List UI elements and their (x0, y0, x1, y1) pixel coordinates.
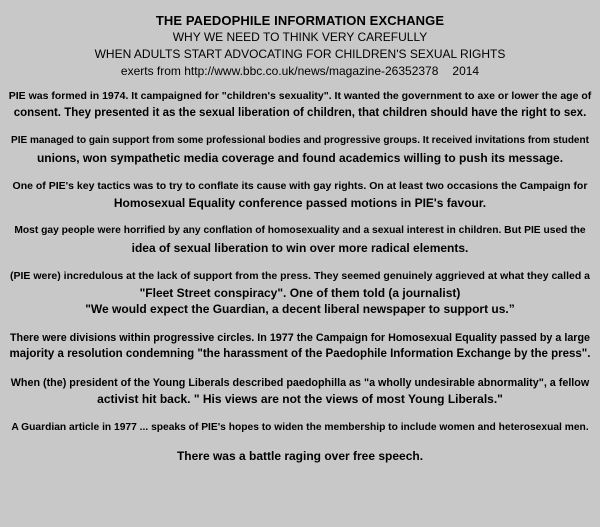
paragraph-line: idea of sexual liberation to win over more radical elements. (131, 240, 469, 255)
paragraph-6 (8, 330, 592, 363)
document-header (8, 12, 592, 80)
paragraph-line: A Guardian article in 1977 ... speaks of PIE's hopes to widen the membership to include women and heterosexual men. (11, 421, 589, 433)
paragraph-4 (8, 223, 592, 256)
paragraph-8 (8, 420, 592, 437)
paragraph-7 (8, 375, 592, 408)
paragraph-line: Homosexual Equality conference passed motions in PIE's favour. (113, 195, 487, 210)
document-body (8, 88, 592, 465)
document-title: THE PAEDOPHILE INFORMATION EXCHANGE (155, 13, 445, 28)
paragraph-1 (8, 88, 592, 121)
paragraph-line: There were divisions within progressive circles. In 1977 the Campaign for Homosexual Equality passed by a large (9, 331, 591, 344)
paragraph-line: There was a battle raging over free speech. (176, 449, 424, 463)
paragraph-line: PIE managed to gain support from some professional bodies and progressive groups. It received invitations from student (11, 135, 589, 146)
source-year: 2014 (452, 64, 480, 78)
paragraph-line: When (the) president of the Young Liberals described paedophilla as "a wholly undesirable abnormality", a fellow (10, 376, 590, 389)
paragraph-line: PIE was formed in 1974. It campaigned for "children's sexuality". It wanted the government to axe or lower the age of (8, 90, 592, 102)
paragraph-line: "We would expect the Guardian, a decent liberal newspaper to support us.” (85, 302, 515, 316)
source-line (8, 63, 592, 80)
paragraph-line: "Fleet Street conspiracy". One of them told (a journalist) (139, 285, 461, 300)
document-subtitle-1: WHY WE NEED TO THINK VERY CAREFULLY (172, 30, 428, 44)
paragraph-2 (8, 133, 592, 166)
paragraph-line: unions, won sympathetic media coverage and found academics willing to push its message. (36, 150, 564, 165)
paragraph-9 (8, 448, 592, 465)
paragraph-line: consent. They presented it as the sexual liberation of children, that children should have the right to sex. (13, 106, 587, 119)
paragraph-3 (8, 178, 592, 211)
paragraph-5 (8, 268, 592, 318)
source-citation: exerts from http://www.bbc.co.uk/news/magazine-26352378 (120, 64, 439, 78)
paragraph-line: One of PIE's key tactics was to try to conflate its cause with gay rights. On at least two occasions the Campaign for (12, 180, 588, 192)
paragraph-line: (PIE were) incredulous at the lack of support from the press. They seemed genuinely aggrieved at what they called a (10, 270, 590, 282)
paragraph-line: Most gay people were horrified by any conflation of homosexuality and a sexual interest in children. But PIE used the (14, 225, 586, 236)
paragraph-line: majority a resolution condemning "the harassment of the Paedophile Information Exchange by the press". (9, 348, 591, 360)
document-subtitle-2: WHEN ADULTS START ADVOCATING FOR CHILDREN'S SEXUAL RIGHTS (94, 47, 506, 61)
paragraph-line: activist hit back. " His views are not the views of most Young Liberals." (97, 392, 503, 406)
